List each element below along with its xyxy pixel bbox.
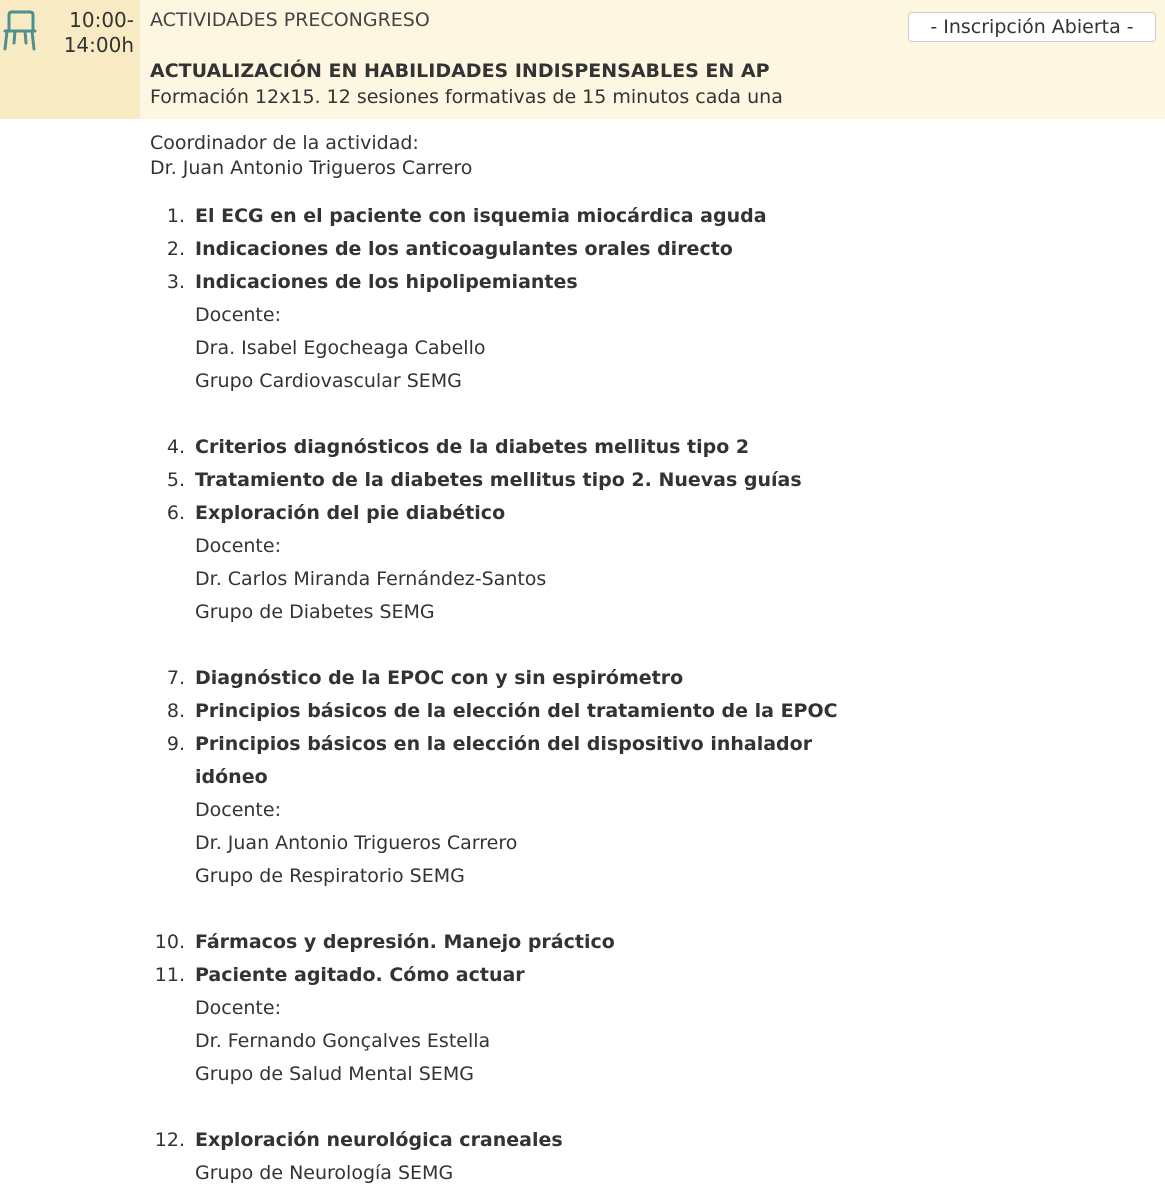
session-title: Exploración del pie diabético [195,502,506,524]
session-title: El ECG en el paciente con isquemia miocárdica aguda [195,205,767,227]
group-name: Grupo de Neurología SEMG [195,1162,454,1184]
session-item [150,233,910,266]
session-group [150,662,910,893]
session-group [150,926,910,1091]
chair-icon [1,9,37,51]
event-title: ACTUALIZACIÓN EN HABILIDADES INDISPENSABLES EN AP [150,60,770,82]
session-title: Indicaciones de los hipolipemiantes [195,271,578,293]
session-number: 1. [166,205,185,227]
session-group [150,200,910,398]
session-item [150,926,910,959]
session-title: Exploración neurológica craneales [195,1129,563,1151]
session-item [150,1124,910,1157]
docente-name: Dr. Carlos Miranda Fernández-Santos [195,568,547,590]
session-title: Indicaciones de los anticoagulantes orales directo [195,238,733,260]
session-group [150,1124,910,1190]
event-category: ACTIVIDADES PRECONGRESO [150,9,430,31]
session-number: 7. [166,667,185,689]
session-number: 8. [166,700,185,722]
coordinator-name: Dr. Juan Antonio Trigueros Carrero [150,157,473,179]
docente-name: Dr. Juan Antonio Trigueros Carrero [195,832,518,854]
session-item [150,431,910,464]
group-name: Grupo de Respiratorio SEMG [195,865,465,887]
time-cell [0,0,140,119]
registration-button[interactable]: - Inscripción Abierta - [908,12,1156,42]
session-number: 11. [154,964,185,986]
coordinator-label: Coordinador de la actividad: [150,132,419,154]
session-number: 9. [166,733,185,755]
session-title: Fármacos y depresión. Manejo práctico [195,931,615,953]
event-subtitle: Formación 12x15. 12 sesiones formativas de 15 minutos cada una [150,86,783,108]
docente-label: Docente: [195,997,281,1019]
session-item [150,266,910,299]
docente-name: Dr. Fernando Gonçalves Estella [195,1030,491,1052]
time-range: 10:00- 14:00h [63,8,134,57]
session-title: Paciente agitado. Cómo actuar [195,964,525,986]
session-group [150,431,910,629]
session-number: 6. [166,502,185,524]
docente-name: Dra. Isabel Egocheaga Cabello [195,337,486,359]
docente-label: Docente: [195,535,281,557]
session-item [150,497,910,530]
group-name: Grupo de Salud Mental SEMG [195,1063,474,1085]
session-number: 2. [166,238,185,260]
session-item [150,728,910,794]
session-number: 5. [166,469,185,491]
session-title: Criterios diagnósticos de la diabetes mellitus tipo 2 [195,436,750,458]
session-item [150,200,910,233]
docente-label: Docente: [195,799,281,821]
group-name: Grupo de Diabetes SEMG [195,601,435,623]
session-title: Principios básicos en la elección del dispositivo inhalador idóneo [195,733,813,788]
session-item [150,662,910,695]
session-number: 12. [154,1129,185,1151]
session-title: Diagnóstico de la EPOC con y sin espirómetro [195,667,684,689]
session-number: 4. [166,436,185,458]
session-title: Tratamiento de la diabetes mellitus tipo 2. Nuevas guías [195,469,802,491]
session-item [150,959,910,992]
session-number: 10. [154,931,185,953]
docente-label: Docente: [195,304,281,326]
group-name: Grupo Cardiovascular SEMG [195,370,462,392]
session-title: Principios básicos de la elección del tratamiento de la EPOC [195,700,838,722]
session-number: 3. [166,271,185,293]
session-item [150,695,910,728]
session-item [150,464,910,497]
session-list [150,200,910,1200]
